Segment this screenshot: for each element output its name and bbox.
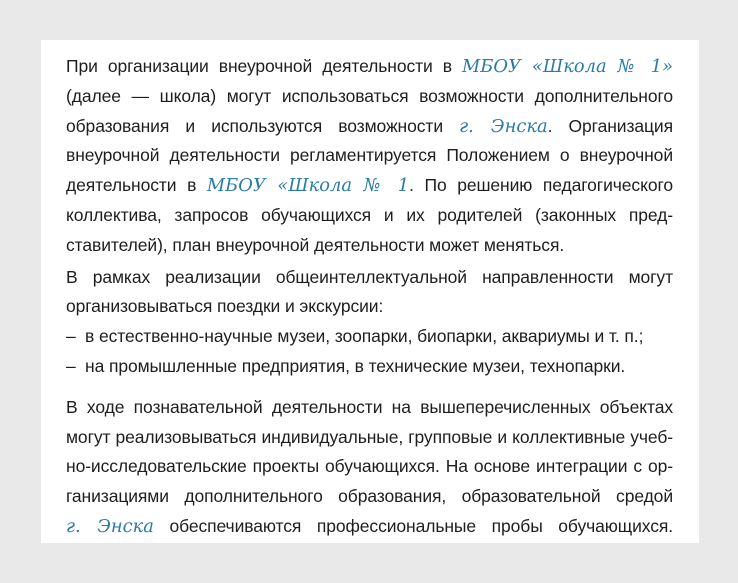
text-line <box>66 512 673 542</box>
text-run: В рамках реализации общеинтеллектуальной направленности могут <box>66 266 673 287</box>
paragraph-2 <box>66 263 673 382</box>
text-run: При организации внеурочной деятельности в <box>66 56 463 76</box>
text-run: . По решению педагогического <box>409 175 673 196</box>
text-run: (далее — школа) могут использоваться возможности дополнительного <box>66 85 673 106</box>
text-line <box>66 82 673 112</box>
text-run: могут реализовываться индивидуальные, групповые и коллективные учеб- <box>66 426 673 447</box>
text-run: внеурочной деятельности регламентируется Положением о внеурочной <box>66 145 673 166</box>
text-run: образования и используются возможности <box>66 115 460 136</box>
list-item <box>66 322 673 352</box>
text-line <box>66 201 673 231</box>
text-run: коллектива, запросов обучающихся и их родителей (законных пред- <box>66 204 673 225</box>
text-run: В ходе познавательной деятельности на вышеперечисленных объектах <box>66 396 673 417</box>
highlight-term: МБОУ «Школа № 1» <box>462 56 673 77</box>
list-dash: – <box>66 355 76 376</box>
paragraph-1 <box>66 52 673 261</box>
list-dash: – <box>66 326 76 347</box>
text-line <box>66 112 673 142</box>
text-line <box>66 52 673 82</box>
text-run: но-исследовательские проекты обучающихся. На основе интеграции с ор- <box>66 456 673 477</box>
highlight-term: МБОУ «Школа № 1 <box>206 175 410 197</box>
text-line <box>66 482 673 512</box>
text-run: деятельности в <box>66 175 207 196</box>
text-line <box>66 452 673 482</box>
text-line <box>66 263 673 293</box>
highlight-term: г. Энска <box>459 115 548 137</box>
paragraph-3 <box>66 393 673 542</box>
text-run: . Организация <box>547 115 673 136</box>
text-line <box>66 423 673 453</box>
text-line <box>66 393 673 423</box>
list-item-text: в естественно-научные музеи, зоопарки, биопарки, аквариумы и т. п.; <box>85 326 644 347</box>
text-run: обеспечиваются профессиональные пробы обучающихся. <box>153 515 673 536</box>
document-card <box>41 40 699 543</box>
text-line <box>66 292 673 322</box>
text-line <box>66 171 673 201</box>
list-item <box>66 352 673 382</box>
text-line <box>66 141 673 171</box>
highlight-term: г. Энска <box>66 515 154 537</box>
text-run: ганизациями дополнительного образования, образовательной средой <box>66 486 673 507</box>
text-line <box>66 231 673 261</box>
list-item-text: на промышленные предприятия, в технические музеи, технопарки. <box>85 355 626 376</box>
text-run: организовываться поездки и экскурсии: <box>66 296 384 317</box>
text-run: ставителей), план внеурочной деятельности может меняться. <box>66 234 565 255</box>
